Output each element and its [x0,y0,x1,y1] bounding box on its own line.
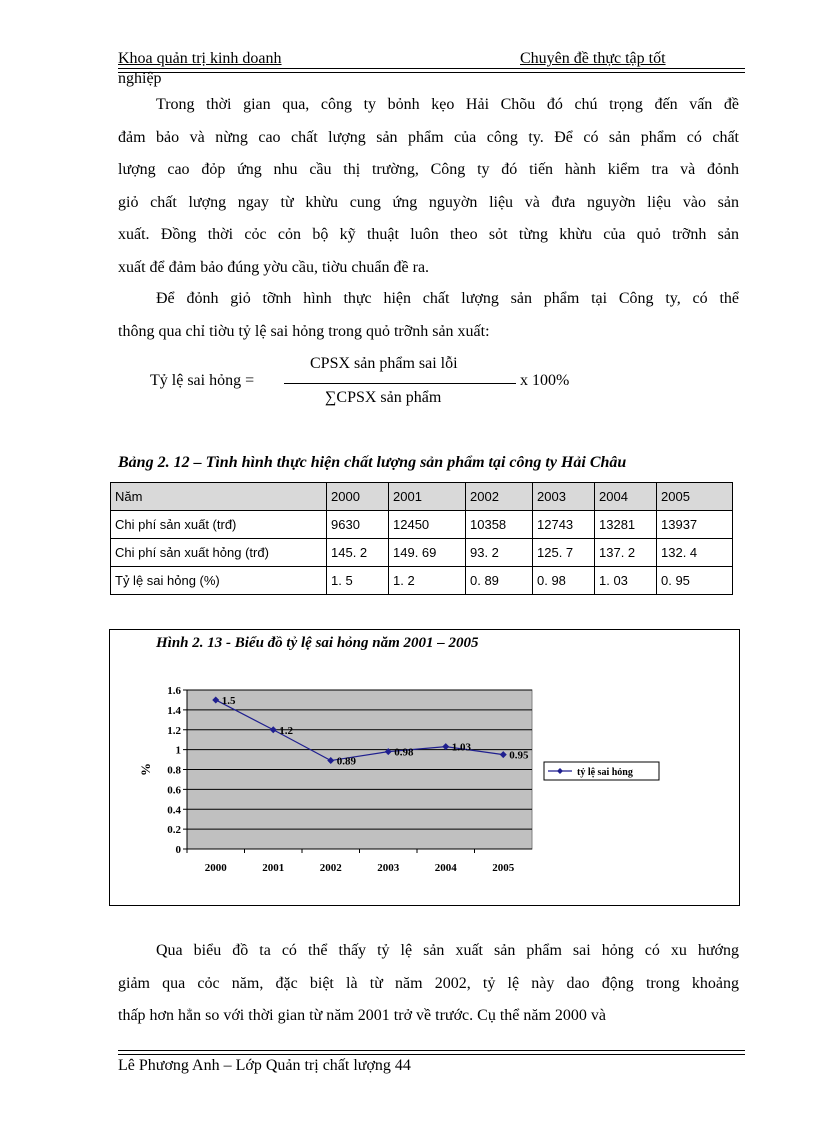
y-tick-label: 0.6 [167,784,181,797]
table-header-row [111,483,733,511]
table-cell: 145. 2 [327,539,389,567]
header-right: Chuyên đề thực tập tốt [520,50,666,67]
x-tick-label: 2005 [492,862,515,874]
table-cell: Chi phí sản xuất hỏng (trđ) [111,539,327,567]
header-continuation: nghiệp [118,70,162,87]
x-tick-label: 2001 [262,862,285,874]
data-label: 1.5 [221,694,236,707]
y-tick-label: 1.4 [167,704,181,717]
table-cell: 12743 [533,511,595,539]
table-row [111,567,733,595]
table-cell: 9630 [327,511,389,539]
table-header-cell: 2001 [389,483,466,511]
y-tick-label: 0.2 [167,824,181,837]
table-cell: 125. 7 [533,539,595,567]
header-left: Khoa quản trị kinh doanh [118,50,282,67]
paragraph-1-line: Trong thời gian qua, công ty bỏnh kẹo Hải Chõu đó chú trọng đến vấn đề [156,96,739,113]
data-label: 1.03 [451,741,471,754]
paragraph-1 [118,89,739,284]
table-cell: 13937 [657,511,733,539]
table-cell: 0. 89 [466,567,533,595]
data-label: 0.98 [394,746,414,759]
chart-frame [109,629,740,906]
x-tick-label: 2003 [377,862,400,874]
x-tick-label: 2004 [434,862,457,874]
footer-text: Lê Phương Anh – Lớp Quản trị chất lượng 44 [118,1057,411,1074]
paragraph-2-line: thông qua chỉ tiờu tỷ lệ sai hỏng trong quỏ trỡnh sản xuất: [118,322,490,340]
table-row [111,539,733,567]
table-cell: 149. 69 [389,539,466,567]
table-cell: 1. 2 [389,567,466,595]
table-cell: 13281 [595,511,657,539]
y-tick-label: 0.4 [167,804,181,817]
data-label: 1.2 [279,724,293,737]
formula-denominator: ∑CPSX sản phẩm [325,389,442,406]
footer-rule-top [118,1050,745,1051]
y-axis-label: % [138,763,153,776]
data-label: 0.89 [336,755,356,768]
formula-numerator: CPSX sản phẩm sai lỗi [310,355,458,372]
table-row [111,511,733,539]
x-tick-label: 2002 [319,862,342,874]
y-tick-label: 1.2 [167,724,181,737]
formula-multiplier: x 100% [520,372,570,389]
table-cell: 0. 95 [657,567,733,595]
table-cell: Tỷ lệ sai hỏng (%) [111,567,327,595]
table-title: Bảng 2. 12 – Tình hình thực hiện chất lượng sản phẩm tại công ty Hải Châu [118,454,627,471]
formula-label: Tỷ lệ sai hỏng = [150,372,255,389]
table-header-cell: 2005 [657,483,733,511]
table-cell: 132. 4 [657,539,733,567]
paragraph-2-line: Để đỏnh giỏ tỡnh hình thực hiện chất lượng sản phẩm tại Công ty, có thể [156,290,739,307]
paragraph-1-line: giỏ chất lượng ngay từ khừu cung ứng nguyờn liệu và đưa nguyờn liệu vào sản [118,193,739,211]
legend-label: tỷ lệ sai hỏng [577,767,633,778]
table-cell: 93. 2 [466,539,533,567]
quality-table [110,482,733,595]
paragraph-3-line: giảm qua cỏc năm, đặc biệt là từ năm 2002, tỷ lệ này dao động trong khoảng [118,974,739,992]
table-header-cell: 2004 [595,483,657,511]
footer-rule-bottom [118,1054,745,1055]
paragraph-1-line: đảm bảo và nừng cao chất lượng sản phẩm của công ty. Để có sản phẩm có chất [118,128,739,146]
y-tick-label: 0.8 [167,764,181,777]
paragraph-3-line: thấp hơn hẳn so với thời gian từ năm 2001 trở về trước. Cụ thể năm 2000 và [118,1007,607,1024]
table-cell: 10358 [466,511,533,539]
paragraph-1-line: xuất. Đồng thời cỏc cỏn bộ kỹ thuật luôn theo sỏt từng khừu của quỏ trỡnh sản [118,226,739,243]
y-tick-label: 0 [175,844,181,856]
paragraph-2 [118,283,739,348]
formula-fraction-bar [284,383,516,384]
table-header-cell: 2000 [327,483,389,511]
table-cell: Chi phí sản xuất (trđ) [111,511,327,539]
table-header-cell: Năm [111,483,327,511]
table-cell: 137. 2 [595,539,657,567]
paragraph-1-line: xuất để đảm bảo đúng yờu cầu, tiờu chuẩn đề ra. [118,258,430,276]
x-tick-label: 2000 [204,862,227,874]
y-tick-label: 1 [175,744,181,757]
paragraph-3 [118,935,739,1033]
table-header-cell: 2003 [533,483,595,511]
table-cell: 0. 98 [533,567,595,595]
line-chart [110,630,739,905]
y-tick-label: 1.6 [167,685,181,697]
table-header-cell: 2002 [466,483,533,511]
chart-title: Hình 2. 13 - Biểu đồ tỷ lệ sai hỏng năm 2001 – 2005 [156,635,479,651]
table-cell: 1. 5 [327,567,389,595]
header-rule-bottom [118,72,745,73]
paragraph-1-line: lượng cao đỏp ứng nhu cầu thị trường, Công ty đó tiến hành kiểm tra và đỏnh [118,161,739,178]
paragraph-3-line: Qua biểu đồ ta có thể thấy tỷ lệ sản xuất sản phẩm sai hỏng có xu hướng [156,942,739,959]
header-rule-top [118,68,745,69]
table-cell: 1. 03 [595,567,657,595]
data-label: 0.95 [509,749,529,762]
table-cell: 12450 [389,511,466,539]
